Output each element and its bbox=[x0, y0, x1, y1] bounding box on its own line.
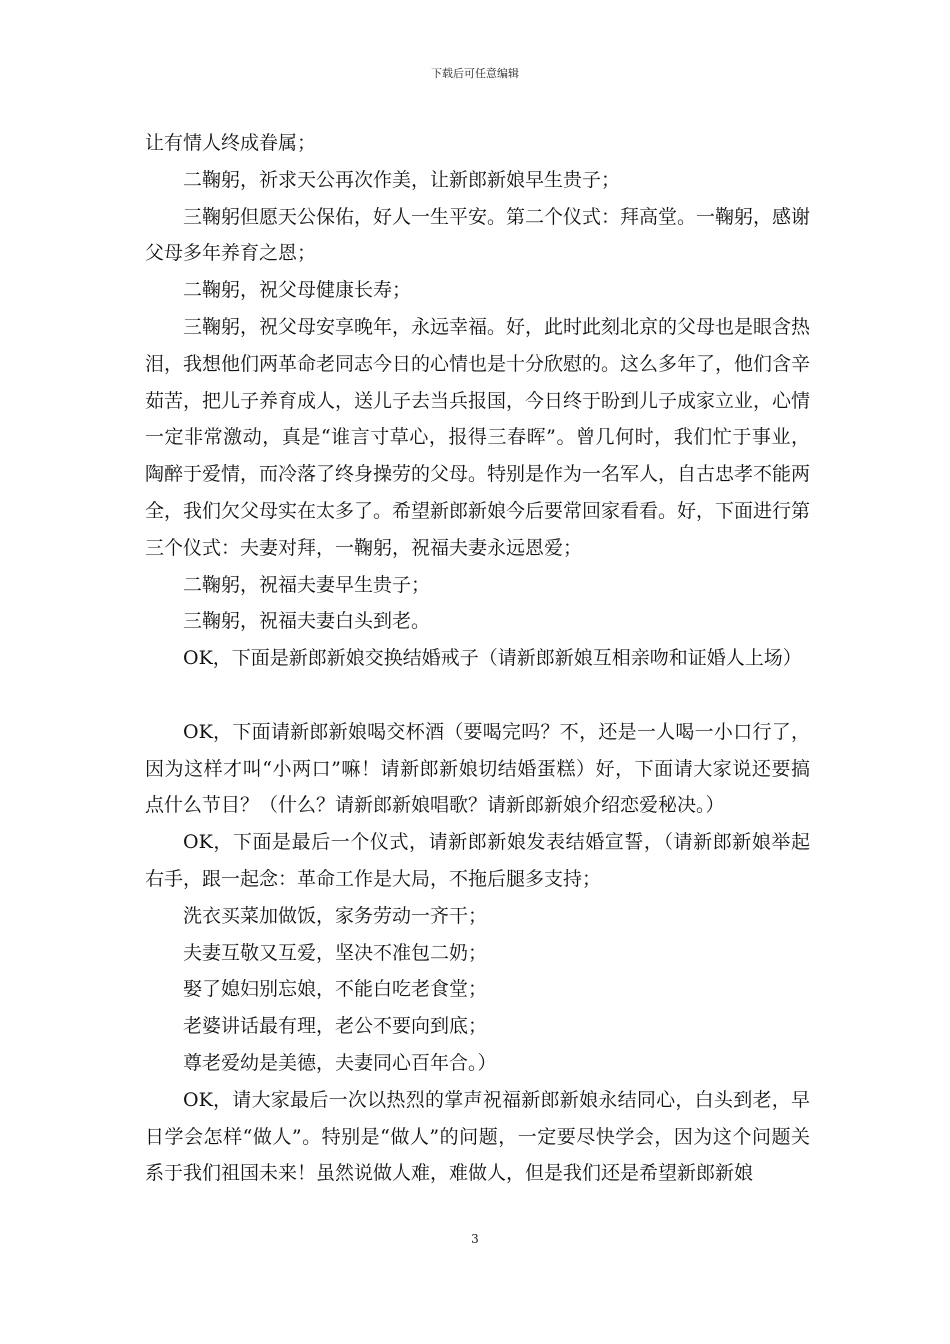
paragraph: 二鞠躬，祝父母健康长寿； bbox=[183, 279, 412, 302]
paragraph: 二鞠躬，祝福夫妻早生贵子； bbox=[183, 573, 431, 596]
oath-line: 娶了媳妇别忘娘，不能白吃老食堂； bbox=[183, 978, 488, 1001]
blank-line bbox=[145, 677, 810, 714]
oath-line: 夫妻互敬又互爱，坚决不准包二奶； bbox=[183, 941, 488, 964]
paragraph: 三鞠躬，祝父母安享晚年，永远幸福。好，此时此刻北京的父母也是眼含热泪，我想他们两革命老同志今日的心情也是十分欣慰的。这么多年了，他们含辛茹苦，把儿子养育成人，送儿子去当兵报国，今日终于盼到儿子成家立业，心情一定非常激动，真是“谁言寸草心，报得三春晖”。曾几何时，我们忙于事业，陶醉于爱情，而冷落了终身操劳的父母。特别是作为一名军人，自古忠孝不能两全，我们欠父母实在太多了。希望新郎新娘今后要常回家看看。好，下面进行第三个仪式：夫妻对拜，一鞠躬，祝福夫妻永远恩爱； bbox=[145, 315, 811, 559]
paragraph: 三鞠躬，祝福夫妻白头到老。 bbox=[183, 610, 431, 633]
document-body bbox=[145, 125, 810, 1192]
oath-line: 洗衣买菜加做饭，家务劳动一齐干； bbox=[183, 904, 488, 927]
page-header: 下载后可任意编辑 bbox=[431, 67, 519, 80]
oath-line: 尊老爱幼是美德，夫妻同心百年合。） bbox=[183, 1051, 497, 1074]
paragraph: OK，下面请新郎新娘喝交杯酒（要喝完吗？不，还是一人喝一小口行了，因为这样才叫“小两口”嘛！请新郎新娘切结婚蛋糕）好，下面请大家说还要搞点什么节目？（什么？请新郎新娘唱歌？请新郎新娘介绍恋爱秘决。） bbox=[145, 720, 810, 817]
paragraph: 二鞠躬，祈求天公再次作美，让新郎新娘早生贵子； bbox=[183, 168, 621, 191]
oath-line: 老婆讲话最有理，老公不要向到底； bbox=[183, 1015, 488, 1038]
paragraph: OK，下面是最后一个仪式，请新郎新娘发表结婚宣誓，（请新郎新娘举起右手，跟一起念：革命工作是大局，不拖后腿多支持； bbox=[145, 831, 810, 890]
paragraph: 三鞠躬但愿天公保佑，好人一生平安。第二个仪式：拜高堂。一鞠躬，感谢父母多年养育之恩； bbox=[145, 205, 811, 265]
paragraph: OK，请大家最后一次以热烈的掌声祝福新郎新娘永结同心，白头到老，早日学会怎样“做人”。特别是“做人”的问题，一定要尽快学会，因为这个问题关系于我们祖国未来！虽然说做人难，难做人，但是我们还是希望新郎新娘 bbox=[145, 1088, 810, 1185]
paragraph: 让有情人终成眷属； bbox=[145, 132, 317, 154]
paragraph: OK，下面是新郎新娘交换结婚戒子（请新郎新娘互相亲吻和证婚人上场） bbox=[183, 647, 802, 670]
page-number: 3 bbox=[471, 1232, 479, 1246]
